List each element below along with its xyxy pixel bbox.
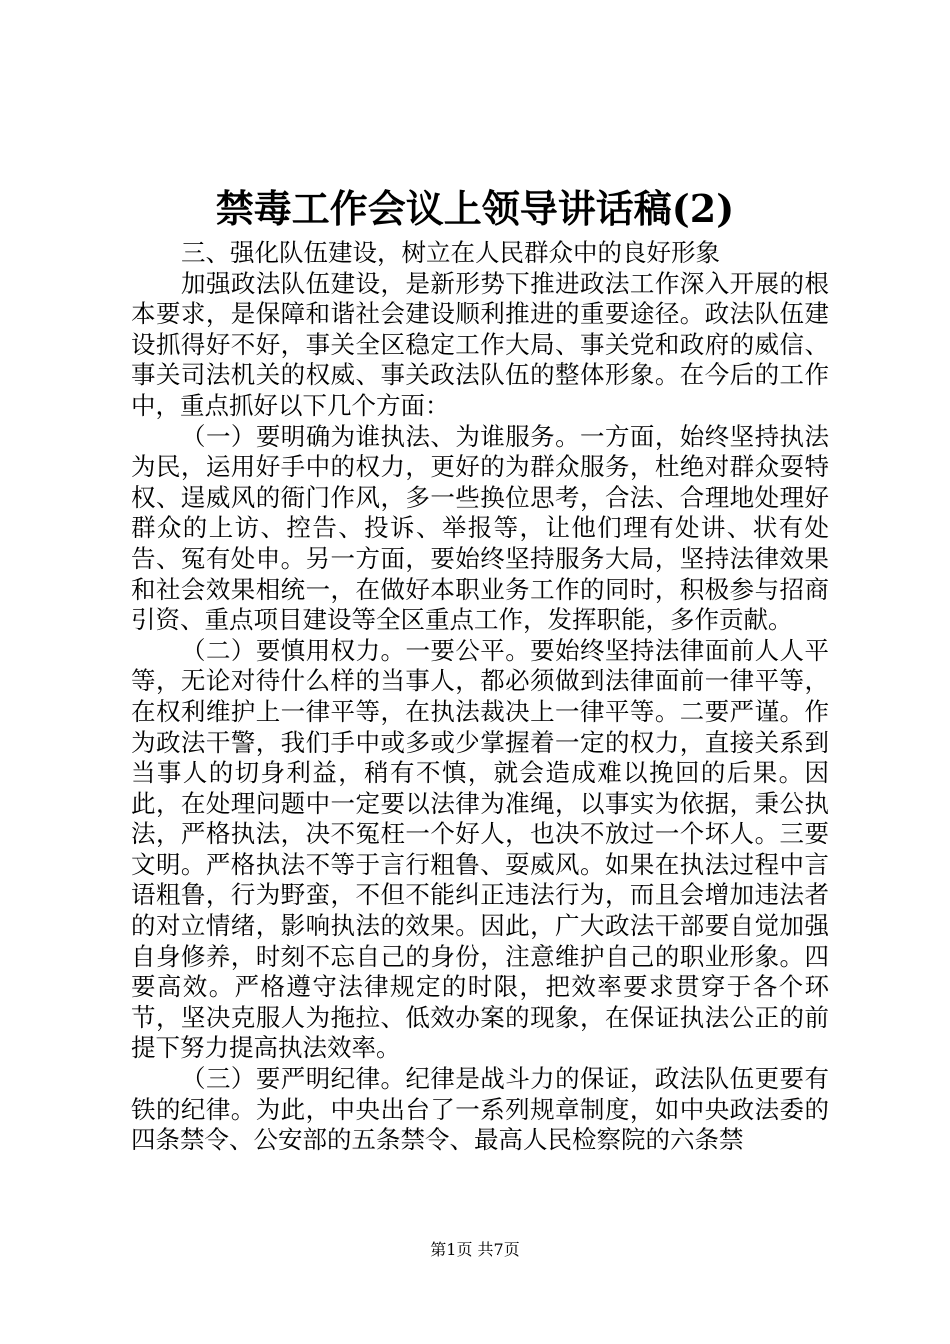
document-title: 禁毒工作会议上领导讲话稿(2) (215, 186, 735, 231)
section-heading: 三、强化队伍建设，树立在人民群众中的良好形象 (181, 238, 720, 267)
document-body (131, 238, 829, 1156)
paragraph-item-3: （三）要严明纪律。纪律是战斗力的保证，政法队伍更要有铁的纪律。为此，中央出台了一系列规章制度，如中央政法委的四条禁令、公安部的五条禁令、最高人民检察院的六条禁 (131, 1064, 829, 1155)
page-footer: 第1页 共7页 (430, 1240, 520, 1259)
paragraph-item-2: （二）要慎用权力。一要公平。要始终坚持法律面前人人平等，无论对待什么样的当事人，都必须做到法律面前一律平等，在权利维护上一律平等，在执法裁决上一律平等。二要严谨。作为政法干警，我们手中或多或少掌握着一定的权力，直接关系到当事人的切身利益，稍有不慎，就会造成难以挽回的后果。因此，在处理问题中一定要以法律为准绳，以事实为依据，秉公执法，严格执法，决不冤枉一个好人，也决不放过一个坏人。三要文明。严格执法不等于言行粗鲁、耍威风。如果在执法过程中言语粗鲁，行为野蛮，不但不能纠正违法行为，而且会增加违法者的对立情绪，影响执法的效果。因此，广大政法干部要自觉加强自身修养，时刻不忘自己的身份，注意维护自己的职业形象。四要高效。严格遵守法律规定的时限，把效率要求贯穿于各个环节，坚决克服人为拖拉、低效办案的现象，在保证执法公正的前提下努力提高执法效率。 (131, 635, 829, 1063)
paragraph-intro: 加强政法队伍建设，是新形势下推进政法工作深入开展的根本要求，是保障和谐社会建设顺利推进的重要途径。政法队伍建设抓得好不好，事关全区稳定工作大局、事关党和政府的威信、事关司法机关的权威、事关政法队伍的整体形象。在今后的工作中，重点抓好以下几个方面： (131, 268, 829, 420)
paragraph-item-1: （一）要明确为谁执法、为谁服务。一方面，始终坚持执法为民，运用好手中的权力，更好的为群众服务，杜绝对群众耍特权、逞威风的衙门作风，多一些换位思考，合法、合理地处理好群众的上访、控告、投诉、举报等，让他们理有处讲、状有处告、冤有处申。另一方面，要始终坚持服务大局，坚持法律效果和社会效果相统一，在做好本职业务工作的同时，积极参与招商引资、重点项目建设等全区重点工作，发挥职能，多作贡献。 (131, 421, 829, 635)
